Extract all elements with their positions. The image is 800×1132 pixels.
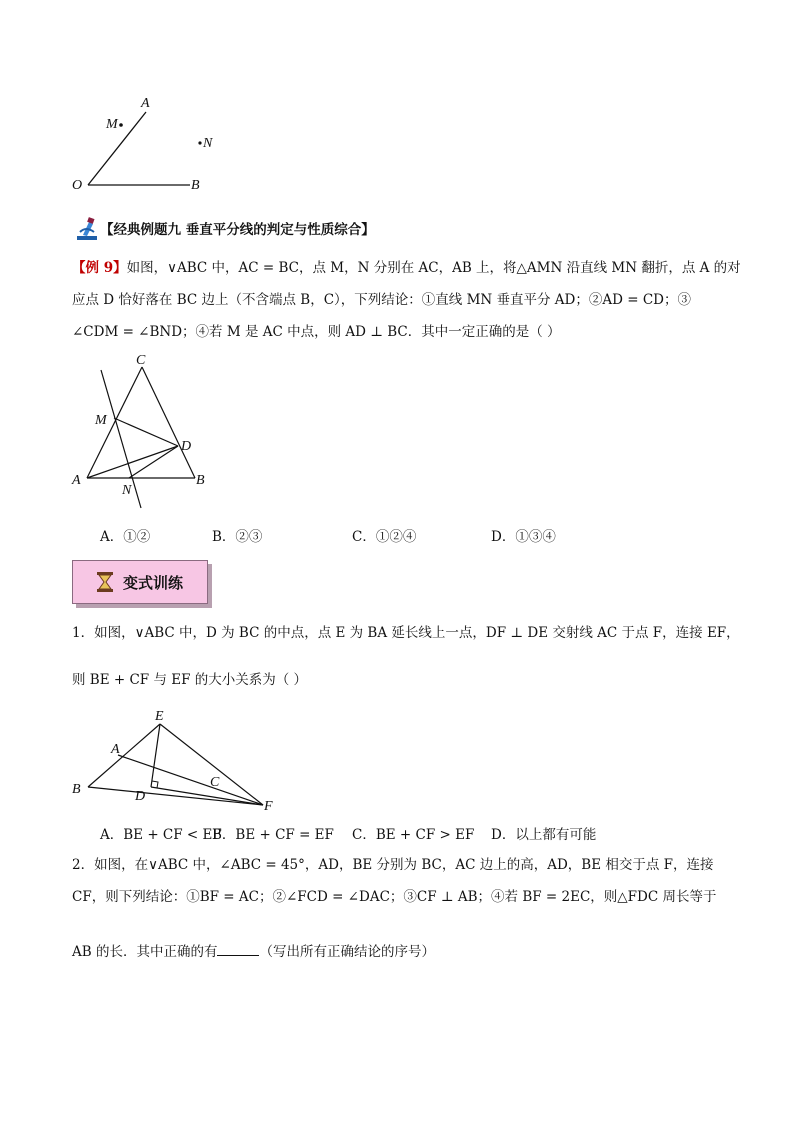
q1-line1: 1．如图，∨ABC 中，D 为 BC 的中点，点 E 为 BA 延长线上一点，DF ⊥ DE 交射线 AC 于点 F，连接 EF，: [72, 625, 740, 641]
label-n: N: [203, 136, 213, 151]
q2-line2: CF，则下列结论：①BF = AC；②∠FCD = ∠DAC；③CF ⊥ AB；④若 BF = 2EC，则△FDC 周长等于: [72, 889, 717, 905]
example9-line2: 应点 D 恰好落在 BC 边上（不含端点 B，C），下列结论：①直线 MN 垂直平分 AD；②AD = CD；③: [72, 292, 691, 308]
segment-nd: [129, 446, 178, 478]
q1-option-a: A．BE + CF < EF: [100, 827, 222, 843]
answer-blank[interactable]: [217, 941, 259, 956]
label-b: B: [72, 782, 81, 797]
side-bc: [142, 367, 195, 478]
q2-line3: [72, 941, 435, 962]
example9-text1: 如图，∨ABC 中，AC = BC，点 M，N 分别在 AC，AB 上，将△AMN 沿直线 MN 翻折，点 A 的对: [126, 260, 741, 276]
figure-triangle-efd: [68, 708, 288, 818]
example9-line1: [72, 258, 741, 278]
label-f: F: [264, 799, 273, 814]
q1-option-d: D．以上都有可能: [491, 827, 597, 843]
q1-line2: 则 BE + CF 与 EF 的大小关系为（ ）: [72, 672, 308, 688]
figure-angle-aob: [60, 90, 240, 200]
option-b: B．②③: [212, 529, 263, 545]
example9-tag: 【例 9】: [72, 260, 127, 276]
microscope-icon: [74, 216, 100, 242]
figure-triangle-fold: [65, 350, 225, 510]
label-m: M: [95, 413, 107, 428]
section-heading: 【经典例题九 垂直平分线的判定与性质综合】: [100, 222, 375, 238]
label-b: B: [196, 473, 205, 488]
option-d: D．①③④: [491, 529, 556, 545]
point-m: [119, 123, 123, 127]
q2-line3-start: AB 的长．其中正确的有: [72, 944, 218, 960]
fold-line-mn: [101, 370, 141, 508]
label-d: D: [135, 789, 146, 804]
label-d: D: [181, 439, 192, 454]
label-c: C: [136, 353, 146, 368]
line-ed: [151, 724, 160, 787]
label-e: E: [155, 709, 164, 724]
point-n: [198, 141, 201, 144]
line-be: [88, 724, 160, 787]
banner-label: 变式训练: [123, 574, 184, 592]
label-a: A: [72, 473, 81, 488]
label-a: A: [141, 96, 150, 111]
label-m: M: [106, 117, 118, 132]
label-n: N: [122, 483, 132, 498]
hourglass-icon: [95, 571, 115, 593]
q2-line3-end: （写出所有正确结论的序号）: [259, 944, 435, 960]
label-a: A: [111, 742, 120, 757]
q2-line1: 2．如图，在∨ABC 中，∠ABC = 45°，AD，BE 分别为 BC，AC 边上的高，AD，BE 相交于点 F，连接: [72, 857, 714, 873]
label-o: O: [72, 178, 83, 193]
line-df: [151, 787, 263, 805]
practice-banner: [72, 560, 208, 604]
option-a: A．①②: [100, 529, 151, 545]
q1-option-c: C．BE + CF > EF: [352, 827, 475, 843]
label-b: B: [191, 178, 200, 193]
label-c: C: [210, 775, 220, 790]
q1-option-b: B．BE + CF = EF: [212, 827, 334, 843]
example9-line3: ∠CDM = ∠BND；④若 M 是 AC 中点，则 AD ⊥ BC．其中一定正确的是（ ）: [72, 324, 561, 340]
option-c: C．①②④: [352, 529, 417, 545]
line-ef: [160, 724, 263, 805]
